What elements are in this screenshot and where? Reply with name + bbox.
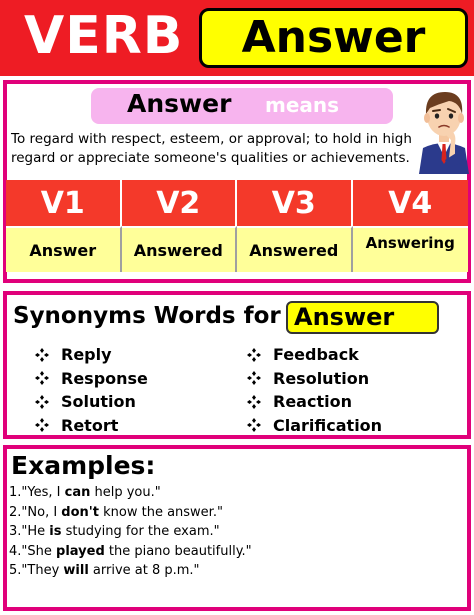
synonym-item: [35, 390, 148, 414]
verb-label: VERB: [24, 6, 184, 66]
verb-forms-values: [6, 226, 468, 272]
form-header-v1: V1: [6, 180, 122, 226]
example-verb: don't: [61, 504, 99, 520]
synonym-item: [247, 414, 382, 438]
definition-text: To regard with respect, esteem, or approval; to hold in high regard or appreciate someone's qualities or achievements.: [11, 131, 412, 166]
form-value-v1: Answer: [6, 226, 122, 272]
meaning-panel: [3, 80, 471, 283]
example-num: 3.: [9, 524, 22, 539]
synonym-item: [35, 414, 148, 438]
example-sentence: [9, 563, 252, 583]
example-num: 4.: [9, 543, 22, 559]
example-sentence: [9, 544, 252, 564]
four-diamond-bullet-icon: [247, 395, 261, 409]
synonym-label: Solution: [61, 392, 136, 412]
example-sentence: [9, 505, 252, 525]
synonyms-word: Answer: [294, 303, 395, 331]
header-banner: [0, 0, 474, 76]
synonyms-word-box: [286, 301, 439, 334]
examples-panel: [3, 445, 471, 611]
example-verb: played: [56, 543, 105, 559]
synonyms-title: Synonyms Words for: [13, 303, 281, 329]
four-diamond-bullet-icon: [247, 418, 261, 432]
example-after: the piano beautifully.": [104, 543, 252, 559]
example-before: "They: [21, 563, 64, 578]
example-num: 1.: [9, 485, 22, 500]
form-header-v2: V2: [122, 180, 238, 226]
example-num: 5.: [9, 563, 22, 578]
synonym-item: [247, 367, 382, 391]
examples-title: Examples:: [11, 451, 156, 480]
example-before: "She: [21, 543, 57, 559]
example-before: "Yes, I: [21, 485, 65, 500]
example-before: "He: [21, 524, 50, 539]
verb-forms-header: [6, 180, 468, 226]
four-diamond-bullet-icon: [247, 371, 261, 385]
synonyms-list-right: [247, 343, 382, 437]
synonyms-list-left: [35, 343, 148, 437]
example-after: know the answer.": [98, 504, 223, 520]
form-header-v3: V3: [237, 180, 353, 226]
word-title: Answer: [241, 12, 426, 63]
four-diamond-bullet-icon: [35, 371, 49, 385]
verb-forms-table: [6, 180, 468, 272]
example-sentence: [9, 485, 252, 505]
form-header-v4: V4: [353, 180, 469, 226]
example-verb: is: [49, 524, 62, 539]
means-heading: [91, 88, 393, 124]
four-diamond-bullet-icon: [247, 348, 261, 362]
means-word: Answer: [127, 89, 232, 118]
synonyms-panel: [3, 291, 471, 439]
example-after: arrive at 8 p.m.": [88, 563, 200, 578]
form-value-v4: Answering: [353, 226, 469, 272]
four-diamond-bullet-icon: [35, 348, 49, 362]
example-verb: can: [64, 485, 91, 500]
means-suffix: means: [265, 93, 340, 117]
synonym-label: Resolution: [273, 368, 370, 388]
four-diamond-bullet-icon: [35, 418, 49, 432]
synonym-label: Response: [61, 368, 148, 388]
example-after: help you.": [90, 485, 161, 500]
synonym-label: Reply: [61, 345, 112, 365]
synonym-item: [35, 367, 148, 391]
synonym-item: [247, 343, 382, 367]
example-before: "No, I: [21, 504, 62, 520]
example-after: studying for the exam.": [61, 524, 220, 539]
synonym-label: Clarification: [273, 415, 383, 435]
synonym-item: [35, 343, 148, 367]
synonym-label: Feedback: [273, 345, 359, 365]
synonym-item: [247, 390, 382, 414]
example-verb: will: [63, 563, 89, 578]
four-diamond-bullet-icon: [35, 395, 49, 409]
example-num: 2.: [9, 504, 22, 520]
synonym-label: Retort: [61, 415, 119, 435]
form-value-v2: Answered: [122, 226, 238, 272]
example-sentence: [9, 524, 252, 544]
examples-list: [9, 485, 252, 583]
word-title-box: [199, 8, 468, 68]
synonym-label: Reaction: [273, 392, 352, 412]
form-value-v3: Answered: [237, 226, 353, 272]
